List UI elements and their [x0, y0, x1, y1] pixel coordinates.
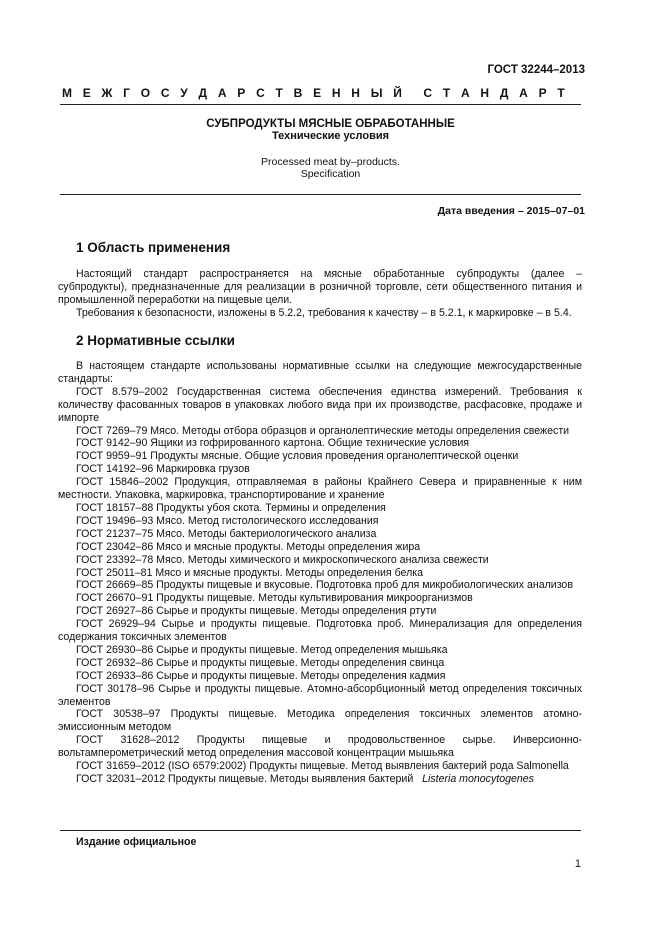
gost-number: ГОСТ 32244–2013	[487, 64, 585, 76]
banner-letter: С	[160, 86, 170, 100]
title-rule	[60, 194, 581, 195]
reference-item: ГОСТ 30178–96 Сырье и продукты пищевые. Атомно-абсорбционный метод определения токсичных элементов	[58, 682, 582, 708]
section-2-heading: 2 Нормативные ссылки	[76, 333, 235, 348]
banner-letter: Д	[499, 86, 509, 100]
banner-letter: Ж	[101, 86, 113, 100]
banner-letter: Р	[237, 86, 246, 100]
banner-letter: Д	[198, 86, 208, 100]
reference-item: ГОСТ 26930–86 Сырье и продукты пищевые. Метод определения мышьяка	[76, 643, 448, 656]
section-1-paragraph: Настоящий стандарт распространяется на мясные обработанные субпродукты (далее – субпродукты), предназначенные для реализации в розничной торговле, сети общественного питания и промышленной переработки на пищевые цели.	[58, 268, 582, 306]
reference-item: ГОСТ 26932–86 Сырье и продукты пищевые. Методы определения свинца	[76, 656, 445, 669]
section-2-body	[58, 360, 582, 786]
reference-item: ГОСТ 23042–86 Мясо и мясные продукты. Методы определения жира	[76, 540, 421, 553]
banner-letter: О	[140, 86, 151, 100]
banner-letter: Е	[313, 86, 322, 100]
banner-letter: Т	[275, 86, 283, 100]
banner-letter: Е	[82, 86, 91, 100]
section-1-body	[58, 268, 582, 320]
reference-text: ГОСТ 32031–2012 Продукты пищевые. Методы выявления бактерий	[76, 773, 414, 785]
interstate-standard-banner	[62, 86, 565, 100]
header-rule	[60, 104, 581, 105]
reference-item: ГОСТ 21237–75 Мясо. Методы бактериологического анализа	[76, 527, 377, 540]
reference-item: ГОСТ 26670–91 Продукты пищевые. Методы культивирования микроорганизмов	[76, 592, 473, 605]
banner-letter: Й	[393, 86, 402, 100]
reference-item: ГОСТ 14192–96 Маркировка грузов	[76, 463, 250, 476]
document-title: СУБПРОДУКТЫ МЯСНЫЕ ОБРАБОТАННЫЕ	[206, 118, 455, 130]
footer-rule	[60, 830, 581, 831]
banner-letter: Р	[538, 86, 547, 100]
banner-letter: С	[256, 86, 265, 100]
banner-letter: У	[180, 86, 188, 100]
banner-letter: Т	[557, 86, 565, 100]
reference-item: ГОСТ 31659–2012 (ISO 6579:2002) Продукты пищевые. Метод выявления бактерий рода Salmonella	[76, 760, 569, 773]
banner-letter: Н	[331, 86, 341, 100]
banner-letter: С	[423, 86, 433, 100]
introduction-date: Дата введения – 2015–07–01	[437, 205, 585, 217]
banner-letter: А	[217, 86, 227, 100]
reference-item: ГОСТ 19496–93 Мясо. Метод гистологического исследования	[76, 514, 379, 527]
document-title-en: Processed meat by–products.	[261, 156, 400, 168]
banner-letter: Ы	[370, 86, 383, 100]
reference-item: ГОСТ 26927–86 Сырье и продукты пищевые. Методы определения ртути	[76, 605, 437, 618]
banner-letter: Н	[351, 86, 360, 100]
reference-item: ГОСТ 18157–88 Продукты убоя скота. Термины и определения	[76, 501, 386, 514]
reference-item: ГОСТ 15846–2002 Продукция, отправляемая в районы Крайнего Севера и приравненные к ним местности. Упаковка, маркировка, транспортирование и хранение	[58, 476, 582, 502]
banner-letter: М	[62, 86, 72, 100]
document-subtitle-en: Specification	[300, 168, 361, 180]
reference-item-last	[58, 773, 582, 786]
page-number: 1	[574, 858, 581, 870]
section-1-paragraph: Требования к безопасности, изложены в 5.2.2, требования к качеству – в 5.2.1, к маркировке – в 5.4.	[76, 306, 572, 319]
reference-item: ГОСТ 26933–86 Сырье и продукты пищевые. Методы определения кадмия	[76, 669, 446, 682]
reference-item: ГОСТ 9142–90 Ящики из гофрированного картона. Общие технические условия	[76, 437, 470, 450]
official-edition-label: Издание официальное	[76, 836, 197, 848]
banner-letter: А	[460, 86, 470, 100]
reference-item: ГОСТ 25011–81 Мясо и мясные продукты. Методы определения белка	[76, 566, 424, 579]
reference-item: ГОСТ 8.579–2002 Государственная система обеспечения единства измерений. Требования к количеству фасованных товаров в упаковках любого вида при их производстве, расфасовке, продаже и импорте	[58, 385, 582, 424]
section-2-intro: В настоящем стандарте использованы нормативные ссылки на следующие межгосударственные стандарты:	[58, 360, 582, 385]
section-1-heading: 1 Область применения	[76, 240, 231, 255]
reference-item: ГОСТ 30538–97 Продукты пищевые. Методика определения токсичных элементов атомно-эмиссионным методом	[58, 708, 582, 734]
reference-item: ГОСТ 26929–94 Сырье и продукты пищевые. Подготовка проб. Минерализация для определения содержания токсичных элементов	[58, 618, 582, 644]
reference-organism: Listeria monocytogenes	[422, 773, 534, 785]
banner-letter: Н	[480, 86, 490, 100]
banner-letter: Г	[123, 86, 130, 100]
document-subtitle: Технические условия	[271, 130, 390, 142]
reference-item: ГОСТ 31628–2012 Продукты пищевые и продовольственное сырье. Инверсионно-вольтамперометрический метод определения массовой концентрации мышьяка	[58, 734, 582, 760]
banner-letter: А	[519, 86, 528, 100]
banner-letter: Т	[442, 86, 451, 100]
reference-item: ГОСТ 7269–79 Мясо. Методы отбора образцов и органолептические методы определения свежести	[76, 424, 570, 437]
reference-item: ГОСТ 26669–85 Продукты пищевые и вкусовые. Подготовка проб для микробиологических анализов	[76, 579, 573, 592]
reference-item: ГОСТ 23392–78 Мясо. Методы химического и микроскопического анализа свежести	[76, 553, 489, 566]
reference-item: ГОСТ 9959–91 Продукты мясные. Общие условия проведения органолептической оценки	[76, 450, 519, 463]
banner-letter: В	[293, 86, 303, 100]
